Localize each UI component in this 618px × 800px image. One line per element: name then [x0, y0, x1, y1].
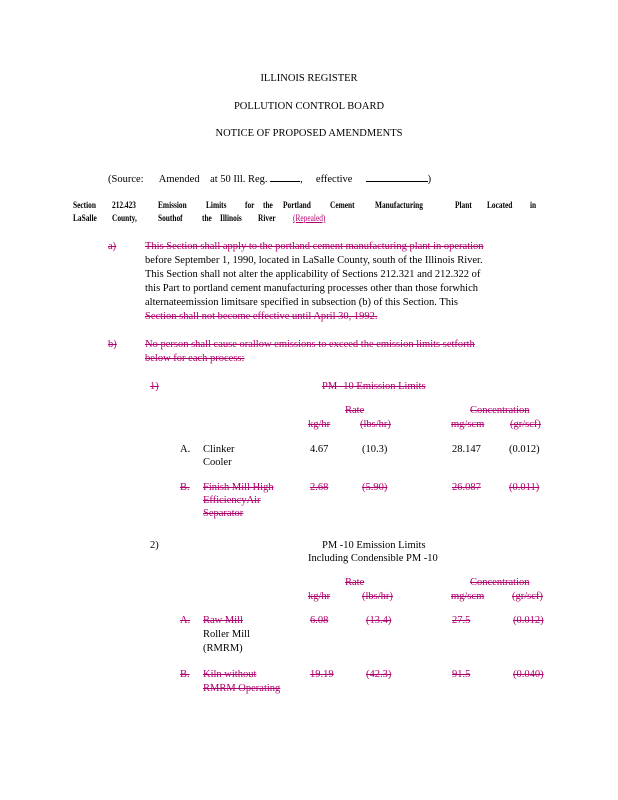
para-a-line: alternateemission limitsare specified in subsection (b) of this Section. This [145, 297, 458, 308]
source-label: (Source: [108, 174, 144, 185]
table1-col-mgscm: mg/scm [451, 419, 485, 430]
table1-col-lbshr: (lbs/hr) [360, 419, 391, 430]
table1-col-grscf: (gr/scf) [510, 419, 541, 430]
table2-label: 2) [150, 540, 159, 551]
table2-row-name: Raw Mill [203, 615, 243, 626]
table2-conc-header: Concentration [470, 577, 530, 588]
table1-cell: (5.90) [362, 482, 388, 493]
source-effective: effective [315, 174, 353, 185]
section-word: Portland [283, 200, 311, 210]
para-b-line: below for each process: [145, 353, 245, 364]
section-word: Section [73, 200, 96, 210]
section-word: LaSalle [73, 213, 97, 223]
repealed-marker: (Repealed) [293, 213, 326, 223]
table2-col-grscf: (gr/scf) [512, 591, 543, 602]
table2-col-kghr: kg/hr [308, 591, 331, 602]
source-comma: , [300, 174, 303, 185]
table2-cell: (0.012) [513, 615, 544, 626]
table2-row-id: A. [180, 615, 191, 626]
table2-row-id: B. [180, 669, 190, 680]
section-word: the [202, 213, 212, 223]
section-word: Located [487, 200, 513, 210]
table1-cell: 2.68 [310, 482, 329, 493]
table1-cell: 28.147 [452, 444, 481, 455]
section-word: Plant [455, 200, 472, 210]
table2-col-lbshr: (lbs/hr) [362, 591, 393, 602]
section-number: 212.423 [112, 200, 136, 210]
table2-row-name: Roller Mill [203, 629, 250, 640]
reg-blank [270, 171, 300, 182]
table1-row-name: Finish Mill High [203, 482, 274, 493]
section-word: Southof [158, 213, 183, 223]
table2-cell: (13.4) [366, 615, 392, 626]
table1-rate-header: Rate [345, 405, 365, 416]
section-word: River [258, 213, 276, 223]
para-a-line: This Section shall apply to the portland cement manufacturing plant in operation [145, 241, 484, 252]
section-word: the [263, 200, 273, 210]
table2-title-1: PM -10 Emission Limits [322, 540, 426, 551]
section-word: County, [112, 213, 137, 223]
table2-row-name: RMRM Operating [203, 683, 281, 694]
table1-cell: (0.011) [509, 482, 540, 493]
para-a-line: This Section shall not alter the applicability of Sections 212.321 and 212.322 of [145, 269, 481, 280]
table1-row-name: Separator [203, 508, 244, 519]
table2-cell: 27.5 [452, 615, 471, 626]
para-a-line: Section shall not become effective until April 30, 1992. [145, 311, 378, 322]
table2-cell: 19.19 [310, 669, 334, 680]
table1-title: PM -10 Emission Limits [322, 381, 426, 392]
para-a-line: this Part to portland cement manufacturing processes other than those forwhich [145, 283, 478, 294]
para-b-label: b) [108, 339, 117, 350]
section-word: Limits [206, 200, 227, 210]
header-line-1: ILLINOIS REGISTER [260, 73, 358, 84]
para-a-line: before September 1, 1990, located in LaSalle County, south of the Illinois River. [145, 255, 483, 266]
table2-row-name: (RMRM) [203, 643, 243, 654]
table1-row-id: B. [180, 482, 190, 493]
table1-cell: (0.012) [509, 444, 540, 455]
section-word: Cement [330, 200, 355, 210]
table1-conc-header: Concentration [470, 405, 530, 416]
table1-row-name: Clinker [203, 444, 235, 455]
table1-row-name: EfficiencyAir [203, 495, 261, 506]
header-line-2: POLLUTION CONTROL BOARD [233, 101, 385, 112]
table2-title-2: Including Condensible PM -10 [308, 553, 438, 564]
section-word: Emission [158, 200, 187, 210]
table2-col-mgscm: mg/scm [451, 591, 485, 602]
table2-cell: 91.5 [452, 669, 471, 680]
table2-row-name: Kiln without [203, 669, 257, 680]
para-a-label: a) [108, 241, 117, 252]
table1-cell: (10.3) [362, 444, 388, 455]
table1-cell: 4.67 [310, 444, 329, 455]
table1-cell: 26.087 [452, 482, 481, 493]
source-reg: at 50 Ill. Reg. [210, 174, 268, 185]
table1-col-kghr: kg/hr [308, 419, 331, 430]
table2-rate-header: Rate [345, 577, 365, 588]
section-word: Manufacturing [375, 200, 423, 210]
table2-cell: (0.040) [513, 669, 544, 680]
header-line-3: NOTICE OF PROPOSED AMENDMENTS [215, 128, 403, 139]
source-amended: Amended [158, 174, 200, 185]
source-close: ) [427, 174, 432, 185]
table1-label: 1) [150, 381, 159, 392]
section-word: in [530, 200, 537, 210]
section-word: Illinois [220, 213, 242, 223]
table2-cell: (42.3) [366, 669, 392, 680]
effective-blank [366, 171, 428, 182]
section-word: for [245, 200, 255, 210]
para-b-line: No person shall cause orallow emissions to exceed the emission limits setforth [145, 339, 475, 350]
table1-row-id: A. [180, 444, 191, 455]
table1-row-name: Cooler [203, 457, 232, 468]
table2-cell: 6.08 [310, 615, 329, 626]
source-line [108, 171, 431, 186]
